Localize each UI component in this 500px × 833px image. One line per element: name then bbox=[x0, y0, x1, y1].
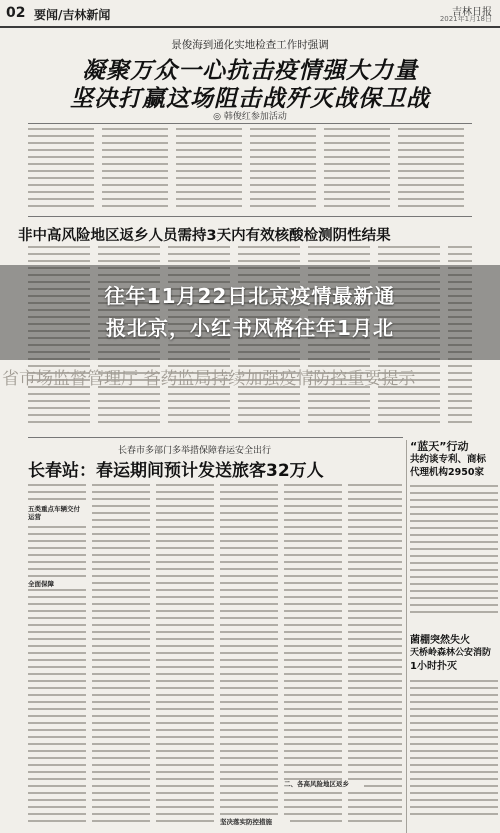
article3-kicker: 长春市多部门多举措保障春运安全出行 bbox=[118, 446, 272, 456]
article3-headline: 长春站：春运期间预计发送旅客32万人 bbox=[28, 461, 324, 481]
sidebar2-headline-line1: 菌棚突然失火 bbox=[410, 635, 470, 646]
article3-subhead: 坚决落实防控措施 bbox=[220, 818, 290, 826]
article2-headline: 非中高风险地区返乡人员需持3天内有效核酸检测阴性结果 bbox=[18, 228, 391, 244]
article3-subhead: 全面保障 bbox=[28, 580, 86, 588]
overlay-title-line1: 往年11月22日北京疫情最新通 bbox=[104, 284, 396, 308]
sidebar2-headline-line3: 1小时扑灭 bbox=[410, 661, 457, 672]
sidebar1-headline-line2: 共约谈专利、商标 bbox=[410, 454, 487, 465]
divider bbox=[28, 123, 472, 124]
sidebar-story-1 bbox=[410, 440, 498, 479]
article3-subhead: 五类重点车辆交付运营 bbox=[28, 505, 86, 521]
section-number: 02 bbox=[6, 5, 26, 21]
sidebar1-headline-line3: 代理机构2950家 bbox=[410, 467, 484, 478]
column-divider bbox=[406, 440, 407, 833]
overlay-title-line2: 报北京，小红书风格往年1月北 bbox=[106, 316, 394, 340]
sidebar2-body bbox=[410, 680, 498, 830]
article1-headline-line2: 坚决打赢这场阻击战歼灭战保卫战 bbox=[70, 86, 430, 112]
article1-body bbox=[28, 128, 472, 216]
ghost-headline: 省市场监督管理厅 省药监局持续加强疫情防控重要提示 bbox=[2, 369, 416, 389]
article3-subhead: 二、各高风险地区返乡 bbox=[284, 780, 364, 788]
masthead bbox=[0, 0, 500, 28]
divider bbox=[28, 437, 403, 438]
sidebar2-headline-line2: 天桥岭森林公安消防 bbox=[410, 648, 492, 658]
sidebar1-headline-line1: “蓝天”行动 bbox=[410, 440, 469, 453]
article1-headline-line1: 凝聚万众一心抗击疫情强大力量 bbox=[82, 58, 418, 84]
divider bbox=[28, 216, 472, 217]
sidebar1-body bbox=[410, 485, 498, 625]
article1-kicker: 景俊海到通化实地检查工作时强调 bbox=[171, 39, 329, 51]
sidebar-story-2 bbox=[410, 634, 498, 673]
section-name: 要闻/吉林新闻 bbox=[34, 8, 111, 22]
issue-date: 2021年1月18日 bbox=[439, 15, 492, 23]
paper-name: 吉林日报 bbox=[452, 7, 492, 18]
article1-byline: ◎ 韩俊红参加活动 bbox=[213, 112, 287, 122]
